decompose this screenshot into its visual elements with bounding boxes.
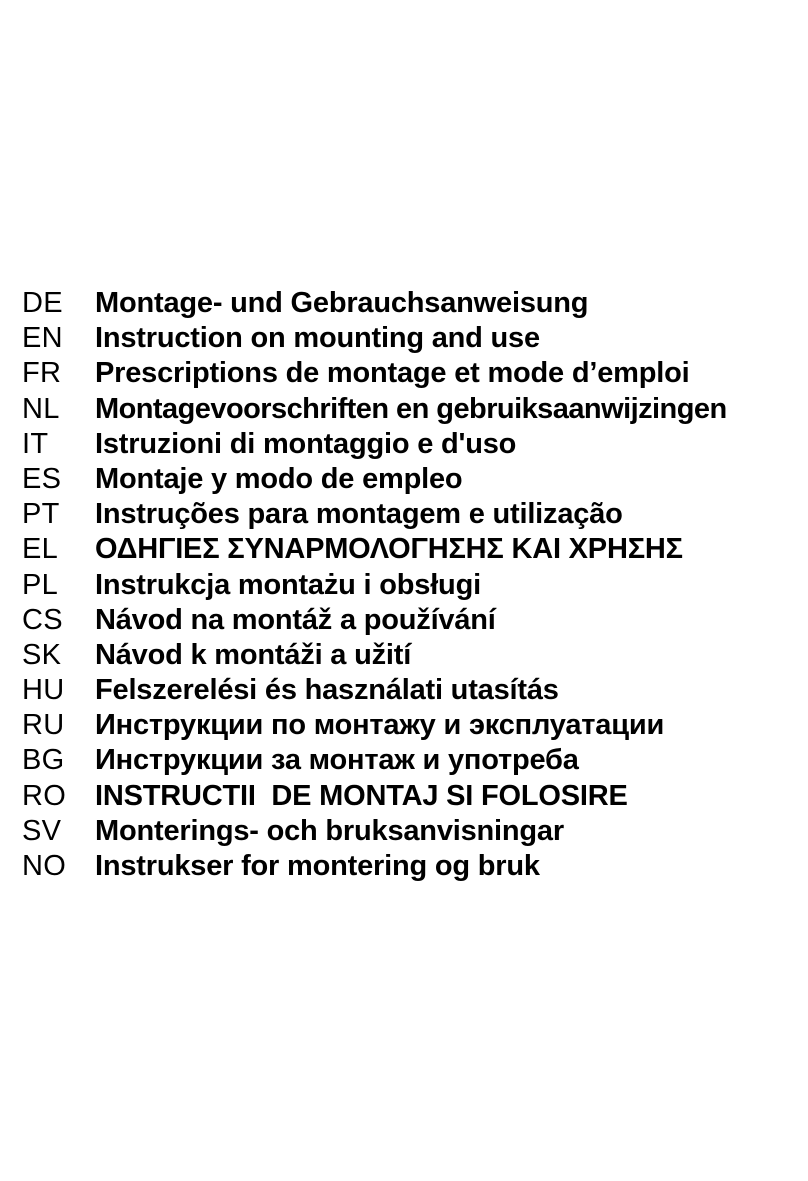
language-code: RU bbox=[22, 709, 65, 742]
language-code: NL bbox=[22, 392, 60, 425]
language-title: Instrukser for montering og bruk bbox=[95, 850, 540, 882]
language-row-en bbox=[22, 322, 808, 357]
language-row-el bbox=[22, 533, 808, 568]
language-code: EL bbox=[22, 533, 59, 566]
language-code: DE bbox=[22, 287, 63, 319]
language-row-nl bbox=[22, 393, 808, 428]
language-row-it bbox=[22, 428, 808, 463]
language-title: INSTRUCTII DE MONTAJ SI FOLOSIRE bbox=[95, 779, 628, 812]
language-title: Инструкции за монтаж и употреба bbox=[95, 744, 579, 777]
language-row-hu bbox=[22, 674, 808, 709]
language-row-ru bbox=[22, 709, 808, 744]
language-title: Felszerelési és használati utasítás bbox=[95, 674, 559, 707]
language-code: SV bbox=[22, 814, 62, 847]
language-title: Instruções para montagem e utilização bbox=[95, 498, 623, 531]
language-row-es bbox=[22, 463, 808, 498]
language-title: Instrukcja montażu i obsługi bbox=[95, 568, 481, 601]
language-code: ES bbox=[22, 462, 62, 495]
language-code: CS bbox=[22, 603, 63, 636]
language-code: FR bbox=[22, 357, 62, 390]
language-row-sv bbox=[22, 815, 808, 850]
language-row-cs bbox=[22, 604, 808, 639]
language-title: Montage- und Gebrauchsanweisung bbox=[95, 287, 589, 319]
language-code: PL bbox=[22, 568, 59, 601]
language-row-de bbox=[22, 287, 808, 322]
language-row-pl bbox=[22, 569, 808, 604]
language-row-ro bbox=[22, 780, 808, 815]
language-code: NO bbox=[22, 850, 67, 882]
language-title: Instruction on mounting and use bbox=[95, 322, 540, 355]
language-code: BG bbox=[22, 744, 65, 777]
language-row-bg bbox=[22, 744, 808, 779]
language-code: IT bbox=[22, 427, 49, 460]
language-code: HU bbox=[22, 674, 65, 707]
language-title: Návod k montáži a užití bbox=[95, 638, 412, 671]
language-code: EN bbox=[22, 322, 63, 355]
language-title: Montaje y modo de empleo bbox=[95, 462, 463, 495]
language-title: Monterings- och bruksanvisningar bbox=[95, 814, 564, 847]
language-title: Istruzioni di montaggio e d'uso bbox=[95, 427, 517, 460]
language-row-sk bbox=[22, 639, 808, 674]
language-title: Prescriptions de montage et mode d’emploi bbox=[95, 357, 690, 390]
language-row-pt bbox=[22, 498, 808, 533]
language-list bbox=[22, 287, 808, 885]
language-title: Инструкции по монтажу и эксплуатации bbox=[95, 709, 665, 742]
language-title: Montagevoorschriften en gebruiksaanwijzingen bbox=[95, 392, 727, 425]
language-code: PT bbox=[22, 498, 60, 531]
language-row-fr bbox=[22, 357, 808, 392]
language-title: Návod na montáž a používání bbox=[95, 603, 496, 636]
language-code: SK bbox=[22, 638, 62, 671]
language-title: ΟΔΗΓΙΕΣ ΣΥΝΑΡΜΟΛΟΓΗΣΗΣ ΚΑΙ ΧΡΗΣΗΣ bbox=[95, 533, 683, 566]
language-code: RO bbox=[22, 779, 67, 812]
language-row-no bbox=[22, 850, 808, 885]
